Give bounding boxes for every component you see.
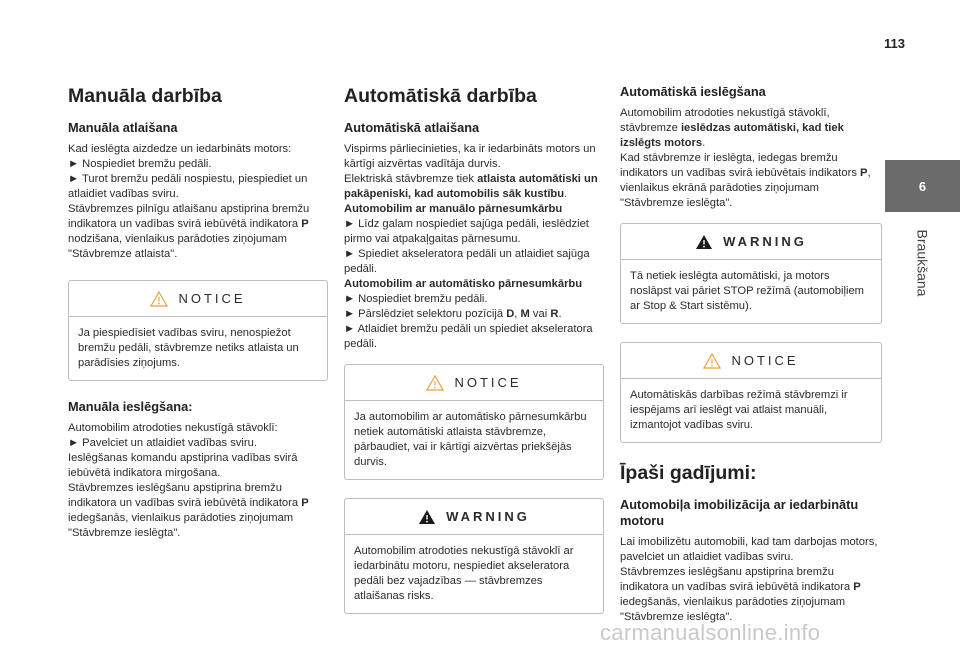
paragraph: Stāvbremzes ieslēgšanu apstiprina bremžu indikatora un vadības svirā iebūvētā indikatora P iedegšanās, vienlaikus parādoties ziņojumam "Stāvbremze ieslēgta". <box>620 566 861 623</box>
step: ► Turot bremžu pedāli nospiestu, piespiediet un atlaidiet vadības sviru. <box>68 173 308 200</box>
manual-apply-heading: Manuāla ieslēgšana: <box>68 399 193 414</box>
paragraph: Stāvbremzes pilnīgu atlaišanu apstiprina bremžu indikatora un vadības svirā iebūvētā indikatora P nodzišana, vienlaikus parādoties ziņojumam "Stāvbremze atlaista". <box>68 203 310 260</box>
chapter-tab <box>885 160 960 212</box>
step: ► Nospiediet bremžu pedāli. <box>68 158 212 170</box>
auto-apply-heading: Automātiskā ieslēgšana <box>620 84 766 99</box>
notice-text: Ja piespiedīsiet vadības sviru, nenospiežot bremžu pedāli, stāvbremze netiks atlaista un parādīsies ziņojums. <box>78 327 299 369</box>
column-1 <box>68 84 328 559</box>
step: ► Atlaidiet bremžu pedāli un spiediet akseleratora pedāli. <box>344 323 593 350</box>
step: ► Pārslēdziet selektoru pozīcijā D, M vai R. <box>344 308 562 320</box>
notice-header <box>621 343 881 379</box>
paragraph: Ieslēgšanas komandu apstiprina vadības svirā iebūvētā indikatora mirgošana. <box>68 452 298 479</box>
notice-header <box>345 365 603 401</box>
column-2 <box>344 84 604 632</box>
watermark: carmanualsonline.info <box>600 620 821 645</box>
paragraph: Elektriskā stāvbremze tiek atlaista automātiski un pakāpeniski, kad automobilis sāk kustību. <box>344 173 598 200</box>
warning-box <box>344 498 604 614</box>
notice-box <box>620 342 882 443</box>
page-number: 113 <box>884 36 905 51</box>
caution-triangle-icon <box>150 291 168 307</box>
warning-header <box>345 499 603 535</box>
caution-triangle-icon <box>426 375 444 391</box>
warning-triangle-icon <box>695 234 713 250</box>
auto-apply-section <box>620 84 882 211</box>
auto-release-heading: Automātiskā atlaišana <box>344 120 480 135</box>
paragraph: Kad ieslēgta aizdedze un iedarbināts motors: <box>68 143 292 155</box>
warning-title: WARNING <box>723 234 807 249</box>
immobilisation-heading: Automobiļa imobilizācija ar iedarbinātu motoru <box>620 497 859 528</box>
notice-box <box>68 280 328 381</box>
immobilisation-section <box>620 497 882 625</box>
manual-release-section <box>68 120 328 262</box>
notice-title: NOTICE <box>731 353 799 368</box>
chapter-side-label <box>885 218 960 308</box>
chapter-label: Braukšana <box>914 229 931 297</box>
step: ► Līdz galam nospiediet sajūga pedāli, ieslēdziet pirmo vai atpakaļgaitas pārnesumu. <box>344 218 589 245</box>
notice-title: NOTICE <box>454 375 522 390</box>
warning-header <box>621 224 881 260</box>
paragraph: Lai imobilizētu automobili, kad tam darbojas motors, pavelciet un atlaidiet vadības sviru. <box>620 536 878 563</box>
notice-header <box>69 281 327 317</box>
subheading-auto-gearbox: Automobilim ar automātisko pārnesumkārbu <box>344 278 583 290</box>
auto-release-section <box>344 120 604 352</box>
section-title-manual: Manuāla darbība <box>68 85 222 107</box>
paragraph: Vispirms pārliecinieties, ka ir iedarbināts motors un kārtīgi aizvērtas vadītāja durvis. <box>344 143 596 170</box>
paragraph: Automobilim atrodoties nekustīgā stāvoklī, stāvbremze ieslēdzas automātiski, kad tiek izslēgts motors. <box>620 107 844 149</box>
warning-text: Automobilim atrodoties nekustīgā stāvoklī ar iedarbinātu motoru, nespiediet akseleratora pedāli bez vajadzības — stāvbremzes atlaišanas risks. <box>354 545 574 602</box>
warning-text: Tā netiek ieslēgta automātiski, ja motors noslāpst vai pāriet STOP režīmā (automobiļiem ar Stop & Start sistēmu). <box>630 270 865 312</box>
section-title-automatic: Automātiskā darbība <box>344 85 537 107</box>
manual-release-heading: Manuāla atlaišana <box>68 120 178 135</box>
paragraph: Automobilim atrodoties nekustīgā stāvoklī: <box>68 422 278 434</box>
step: ► Pavelciet un atlaidiet vadības sviru. <box>68 437 257 449</box>
notice-title: NOTICE <box>178 291 246 306</box>
warning-triangle-icon <box>418 509 436 525</box>
subheading-manual-gearbox: Automobilim ar manuālo pārnesumkārbu <box>344 203 563 215</box>
warning-title: WARNING <box>446 509 530 524</box>
section-title-special-cases: Īpaši gadījumi: <box>620 462 757 484</box>
caution-triangle-icon <box>703 353 721 369</box>
notice-text: Automātiskās darbības režīmā stāvbremzi ir iespējams arī ieslēgt vai atlaist manuāli, izmantojot vadības sviru. <box>630 389 848 431</box>
paragraph: Kad stāvbremze ir ieslēgta, iedegas bremžu indikators un vadības svirā iebūvētais indikators P, vienlaikus ekrānā parādoties ziņojumam "Stāvbremze ieslēgta". <box>620 152 871 209</box>
paragraph: Stāvbremzes ieslēgšanu apstiprina bremžu indikatora un vadības svirā iebūvētā indikatora P iedegšanās, vienlaikus parādoties ziņojumam "Stāvbremze ieslēgta". <box>68 482 309 539</box>
column-3 <box>620 84 882 625</box>
manual-apply-section <box>68 399 328 541</box>
chapter-number: 6 <box>918 178 927 194</box>
step: ► Nospiediet bremžu pedāli. <box>344 293 488 305</box>
notice-text: Ja automobilim ar automātisko pārnesumkārbu netiek automātiski atlaista stāvbremze, pārbaudiet, vai ir kārtīgi aizvērtas priekšējās durvis. <box>354 411 587 468</box>
notice-box <box>344 364 604 480</box>
warning-box <box>620 223 882 324</box>
step: ► Spiediet akseleratora pedāli un atlaidiet sajūga pedāli. <box>344 248 590 275</box>
